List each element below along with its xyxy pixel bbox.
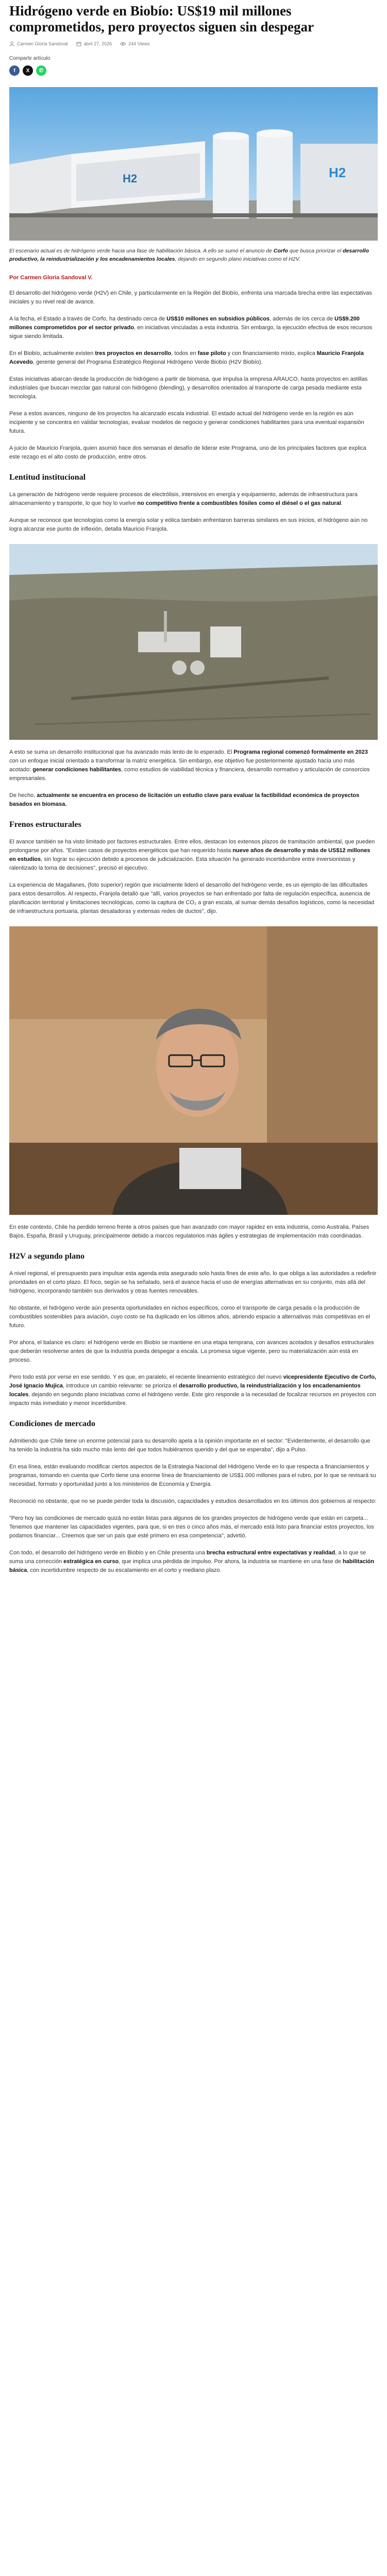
bold-text: habilitación básica: [9, 1558, 375, 1573]
whatsapp-share-button[interactable]: [36, 65, 46, 76]
user-icon: [9, 41, 14, 46]
article-meta: [9, 41, 378, 46]
x-share-button[interactable]: [23, 65, 33, 76]
text: , gerente general del Programa Estratégico Regional Hidrógeno Verde Biobío (H2V Biobío).: [32, 359, 263, 365]
bold-text: vicepresidente Ejecutivo de Corfo, José Ignacio Mujica: [9, 1374, 376, 1389]
section-heading: H2V a segundo plano: [9, 1252, 85, 1261]
whatsapp-icon: ✆: [39, 67, 44, 74]
caption-text: El escenario actual es de hidrógeno verde hacia una fase de habilitación básica. A ello se sumó el anuncio de: [9, 248, 274, 254]
paragraph: Pese a estos avances, ninguno de los proyectos ha alcanzado escala industrial. El estado actual del hidrógeno verde en la región es aún incipiente y se concentra en validar tecnologías, evaluar modelos de negocio y generar condiciones habilitantes para una eventual expansión futura.: [9, 411, 364, 434]
paragraph: "Pero hoy las condiciones de mercado quizá no están listas para algunos de los grandes proyectos de hidrógeno verde que están en carpeta... Tenemos que mantener las capacidades vigentes, para que, si en tres o cinco años más, el mercado está listo para financiar estos proyectos, los podamos financiar... Creemos que ser un país que esté primero en esa competencia", advirtió.: [9, 1515, 374, 1539]
text: .: [341, 500, 343, 506]
bold-text: Mauricio Franjola Acevedo: [9, 350, 364, 365]
text: A la fecha, el Estado a través de Corfo, ha destinado cerca de: [9, 316, 167, 322]
hero-caption: [9, 247, 378, 263]
eye-icon: [120, 41, 126, 46]
text: , además de los cerca de: [270, 316, 334, 322]
bold-text: no competitivo frente a combustibles fósiles como el diésel o el gas natural: [137, 500, 341, 506]
text: Con todo, el desarrollo del hidrógeno verde en Biobío y en Chile presenta una: [9, 1550, 207, 1556]
bold-text: Programa regional comenzó formalmente en 2023: [233, 749, 368, 755]
caption-bold: Corfo: [273, 248, 288, 254]
hero-image: [9, 87, 378, 241]
text: con un enfoque inicial orientado a transformar la matriz energética. Sin embargo, ese objetivo fue posteriormente ajustado hacia uno más acotado:: [9, 758, 355, 773]
text: y con financiamiento mixto, explica: [226, 350, 317, 357]
bold-text: US$9.200 millones comprometidos por el sector privado: [9, 316, 360, 331]
paragraph: Aunque se reconoce que tecnologías como la energía solar y eólica también enfrentaron barreras similares en sus inicios, el hidrógeno aún no logra alcanzar ese punto de inflexión, detalla Mauricio Franjola.: [9, 517, 368, 532]
bold-text: actualmente se encuentra en proceso de licitación un estudio clave para evaluar la factibilidad económica de proyectos basados en biomasa.: [9, 792, 360, 807]
author-meta: [9, 41, 68, 46]
paragraph: A nivel regional, el presupuesto para impulsar esta agenda esta asegurado solo hasta fines de este año, lo que obliga a las autoridades a redefinir prioridades en el corto plazo. El foco, según se ha señalado, será el avance hacia el uso de energías alternativas en su conjunto, más allá del hidrógeno, incorporando también sus derivados y otras fuentes renovables.: [9, 1270, 377, 1294]
calendar-icon: [76, 41, 81, 46]
text: A esto se suma un desarrollo institucional que ha avanzado más lento de lo esperado. El: [9, 749, 234, 755]
share-label: Compartir artículo: [9, 56, 51, 61]
section-heading: Lentitud institucional: [9, 473, 86, 482]
svg-text:H2: H2: [329, 165, 346, 180]
paragraph: Reconoció no obstante, que no se puede perder toda la discusión, capacidades y estudios desarrollados en los últimos dos gobiernos al respecto:: [9, 1498, 377, 1504]
bold-text: tres proyectos en desarrollo: [95, 350, 172, 357]
bold-text: desarrollo productivo, la reindustrialización y los encadenamientos locales: [9, 1383, 361, 1398]
bold-text: generar condiciones habilitantes: [32, 767, 122, 773]
caption-bold: desarrollo productivo, la reindustrialización y los encadenamientos locales: [9, 248, 369, 262]
paragraph: [9, 1549, 378, 1575]
text: De hecho,: [9, 792, 37, 799]
text: En el Biobío, actualmente existen: [9, 350, 95, 357]
paragraph: El desarrollo del hidrógeno verde (H2V) en Chile, y particularmente en la Región del Biobío, enfrenta una marcada brecha entre las expectativas iniciales y su nivel real de avance.: [9, 290, 372, 305]
paragraph: [9, 791, 378, 809]
text: , que implica una pérdida de impulso. Por ahora, la industria se mantiene en una fase de: [119, 1558, 343, 1565]
text: , introduce un cambio relevante: se prioriza el: [62, 1383, 179, 1389]
paragraph: A juicio de Mauricio Franjola, quien asumió hace dos semanas el desafío de liderar este Programa, uno de los principales factores que explica este rezago es el alto costo de producción, entre otros.: [9, 445, 366, 460]
paragraph: Admitiendo que Chile tiene un enorme potencial para su desarrollo apela a la opinión importante en el sector: "Evidentemente, el desarrollo que ha tenido la industria ha sido mucho más lento del que todos hubiéramos querido y del que se esperaba", dijo a Pulso.: [9, 1438, 371, 1453]
paragraph: En esa línea, están evaluando modificar ciertos aspectos de la Estrategia Nacional del Hidrógeno Verde en lo que respecta a financiamientos y programas, tomando en cuenta que Corfo tiene una enorme línea de financiamiento de US$1.000 millones para el rubro, por lo que se revisará su necesidad, formato y oportunidad junto a los ministerios de Economía y Energía.: [9, 1464, 376, 1487]
views-meta: [120, 41, 149, 46]
bold-text: nueve años de desarrollo y más de US$12 millones en estudios: [9, 848, 371, 862]
bold-text: estratégica en curso: [63, 1558, 119, 1565]
bold-text: brecha estructural entre expectativas y realidad: [206, 1550, 335, 1556]
publish-date: abril 27, 2026: [83, 41, 112, 46]
paragraph: Estas iniciativas abarcan desde la producción de hidrógeno a partir de biomasa, que impulsa la empresa ARAUCO, hasta proyectos en astillas industriales que buscan mezclar gas natural con hidrógeno (blending), y desarrollos orientados al transporte de carga pesada mediante esta tecnología.: [9, 376, 368, 400]
date-meta: [76, 41, 112, 46]
paragraph: [9, 349, 378, 367]
caption-text: que busca priorizar el: [288, 248, 343, 254]
paragraph: [9, 748, 378, 783]
x-icon: X: [26, 67, 30, 74]
text: , todos en: [171, 350, 198, 357]
paragraph: [9, 1373, 378, 1408]
bold-text: US$10 millones en subsidios públicos: [166, 316, 270, 322]
text: , dejando en segundo plano iniciativas como el hidrógeno verde. Este giro responde a la necesidad de focalizar recursos en proyectos con impacto más inmediato y menor incertidumbre.: [9, 1392, 376, 1406]
article-page: [0, 3, 387, 2576]
article-title: Hidrógeno verde en Biobío: US$19 mil millones comprometidos, pero proyectos siguen sin despegar: [9, 3, 314, 35]
portrait-image: [9, 926, 378, 1215]
author-name[interactable]: Carmen Gloria Sandoval: [17, 41, 68, 46]
svg-text:H2: H2: [123, 172, 138, 185]
text: Pero todo está por verse en ese sentido. Y es que, en paralelo, el reciente lineamiento estratégico del nuevo: [9, 1374, 283, 1380]
paragraph: Por ahora, el balance es claro: el hidrógeno verde en Biobío se mantiene en una etapa temprana, con avances acotados y desafíos estructurales que deberán resolverse antes de que la industria pueda despegar a escala. La promesa sigue vigente, pero su materialización aún está en proceso.: [9, 1340, 374, 1363]
paragraph: [9, 490, 378, 508]
aerial-plant-image: [9, 544, 378, 740]
share-buttons: [9, 65, 378, 76]
facebook-share-button[interactable]: [9, 65, 20, 76]
caption-text: , dejando en segundo plano iniciativas como el H2V.: [175, 256, 300, 262]
bold-text: fase piloto: [197, 350, 226, 357]
paragraph: No obstante, el hidrógeno verde aún presenta oportunidades en nichos específicos, como el transporte de carga pesada o la producción de combustibles sostenibles para aviación, cuyo costo se ha duplicado en los últimos años, abriendo espacio a alternativas más competitivas en el futuro.: [9, 1305, 371, 1329]
paragraph: [9, 838, 378, 873]
section-heading: Condiciones de mercado: [9, 1419, 95, 1428]
view-count: 244 Views: [128, 41, 150, 46]
text: , a lo que se suma una corrección: [9, 1550, 366, 1565]
byline: Por Carmen Gloria Sandoval V.: [9, 275, 93, 281]
text: El avance también se ha visto limitado por factores estructurales. Entre ellos, destacan los extensos plazos de tramitación ambiental, que pueden prolongarse por años. "Existen casos de proyectos energéticos que han requerido hasta: [9, 839, 375, 854]
text: , con incertidumbre respecto de su escalamiento en el corto y mediano plazo.: [27, 1567, 222, 1573]
text: , sin lograr su ejecución debido a procesos de judicialización. Esta situación ha generado incertidumbre entre inversionistas y ralentizado la toma de decisiones", precisó el ejecutivo.: [9, 856, 356, 871]
facebook-icon: f: [13, 67, 15, 74]
text: La generación de hidrógeno verde requiere procesos de electrólisis, intensivos en energía y equipamiento, además de infraestructura para almacenamiento y transporte, lo que hoy lo vuelve: [9, 492, 358, 506]
text: , en iniciativas vinculadas a esta industria. Sin embargo, la ejecución efectiva de esos recursos sigue siendo limitada.: [9, 325, 373, 340]
paragraph: La experiencia de Magallanes, (foto superior) región que inicialmente lideró el desarrollo del hidrógeno verde, es un ejemplo de las dificultades para estos desarrollos. Al respecto, Franjola detalló que "allí, varios proyectos se han enfrentado por falta de regulación específica, ausencia de planificación territorial y limitaciones tecnológicas, como la captura de CO₂ a gran escala, al sumar demás desafíos logísticos, como la necesidad de infraestructura portuaria, plantas desaladoras y extensas redes de ductos", dijo.: [9, 882, 375, 914]
paragraph: En este contexto, Chile ha perdido terreno frente a otros países que han avanzado con mayor rapidez en esta industria, como Australia, Países Bajos, España, Brasil y Uruguay, principalmente debido a marcos regulatorios más ágiles y estrategias de implementación más coordinadas.: [9, 1224, 369, 1239]
text: , como estudios de viabilidad técnica y financiera, desarrollo normativo y articulación de consorcios empresariales.: [9, 767, 370, 782]
paragraph: [9, 315, 378, 341]
section-heading: Frenos estructurales: [9, 820, 81, 829]
